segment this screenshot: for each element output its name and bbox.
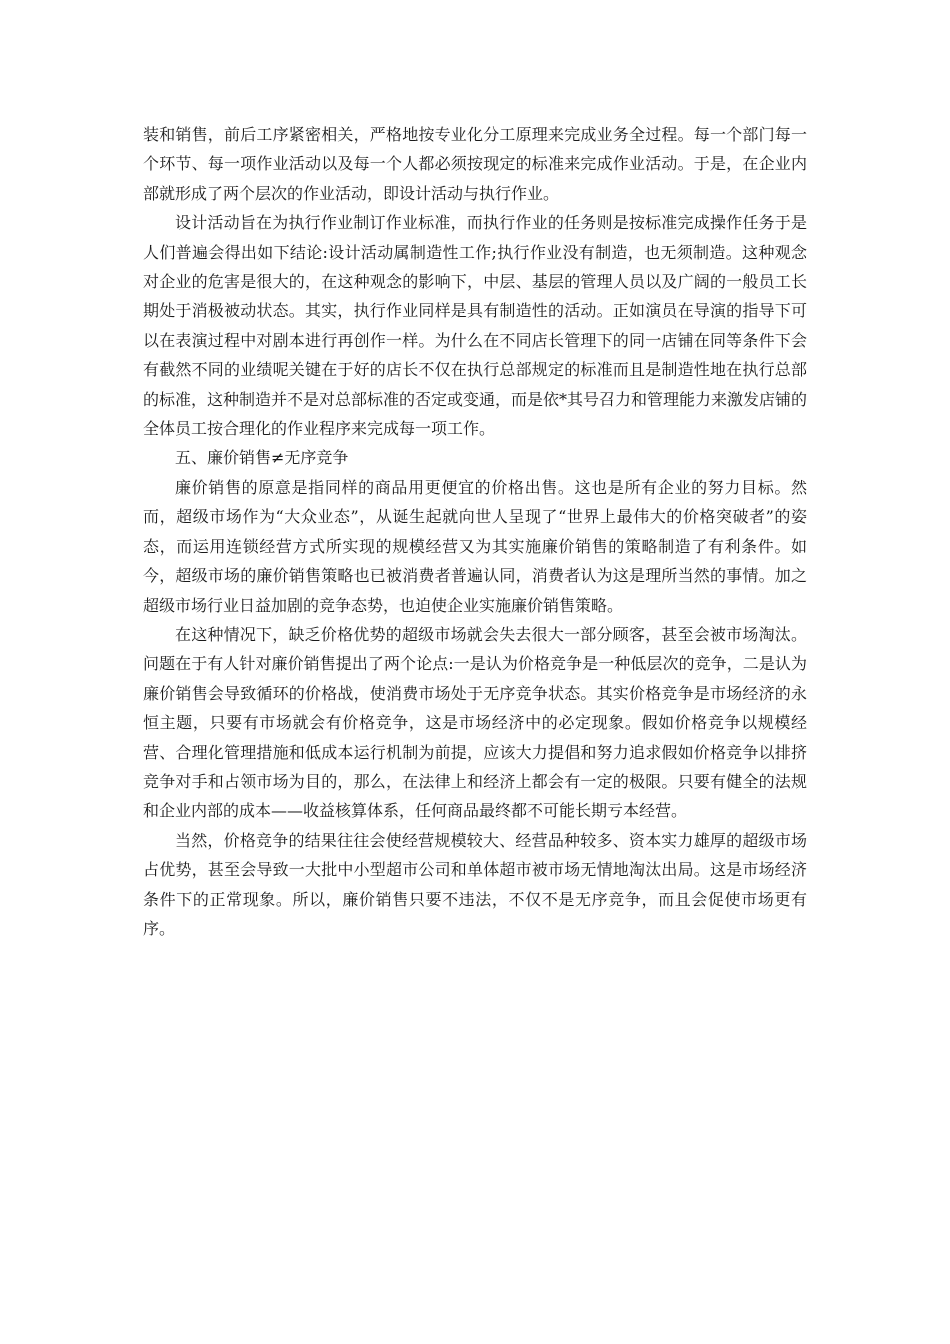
paragraph-price-competition: 在这种情况下，缺乏价格优势的超级市场就会失去很大一部分顾客，甚至会被市场淘汰。问题在于有人针对廉价销售提出了两个论点:一是认为价格竞争是一种低层次的竞争，二是认为廉价销售会导致循环的价格战，使消费市场处于无序竞争状态。其实价格竞争是市场经济的永恒主题，只要有市场就会有价格竞争，这是市场经济中的必定现象。假如价格竞争以规模经营、合理化管理措施和低成本运行机制为前提，应该大力提倡和努力追求假如价格竞争以排挤竞争对手和占领市场为目的，那么，在法律上和经济上都会有一定的极限。只要有健全的法规和企业内部的成本——收益核算体系，任何商品最终都不可能长期亏本经营。 <box>143 624 807 821</box>
paragraph-design-activity: 设计活动旨在为执行作业制订作业标准，而执行作业的任务则是按标准完成操作任务于是人们普遍会得出如下结论:设计活动属制造性工作;执行作业没有制造，也无须制造。这种观念对企业的危害是很大的，在这种观念的影响下，中层、基层的管理人员以及广阔的一般员工长期处于消极被动状态。其实，执行作业同样是具有制造性的活动。正如演员在导演的指导下可以在表演过程中对剧本进行再创作一样。为什么在不同店长管理下的同一店铺在同等条件下会有截然不同的业绩呢关键在于好的店长不仅在执行总部规定的标准而且是制造性地在执行总部的标准，这种制造并不是对总部标准的否定或变通，而是依*其号召力和管理能力来激发店铺的全体员工按合理化的作业程序来完成每一项工作。 <box>143 213 808 439</box>
document-page <box>143 120 807 943</box>
paragraph-conclusion: 当然，价格竞争的结果往往会使经营规模较大、经营品种较多、资本实力雄厚的超级市场占优势，甚至会导致一大批中小型超市公司和单体超市被市场无情地淘汰出局。这是市场经济条件下的正常现象。所以，廉价销售只要不违法，不仅不是无序竞争，而且会促使市场更有序。 <box>143 830 807 938</box>
paragraph-low-price-meaning: 廉价销售的原意是指同样的商品用更便宜的价格出售。这也是所有企业的努力目标。然而，超级市场作为“大众业态”，从诞生起就向世人呈现了“世界上最伟大的价格突破者”的姿态，而运用连锁经营方式所实现的规模经营又为其实施廉价销售的策略制造了有利条件。如今，超级市场的廉价销售策略也已被消费者普遍认同，消费者认为这是理所当然的事情。加之超级市场行业日益加剧的竞争态势，也迫使企业实施廉价销售策略。 <box>143 477 807 615</box>
paragraph-continuation: 装和销售，前后工序紧密相关，严格地按专业化分工原理来完成业务全过程。每一个部门每一个环节、每一项作业活动以及每一个人都必须按现定的标准来完成作业活动。于是，在企业内部就形成了两个层次的作业活动，即设计活动与执行作业。 <box>143 125 807 203</box>
section-heading-five: 五、廉价销售≠无序竞争 <box>175 448 349 468</box>
